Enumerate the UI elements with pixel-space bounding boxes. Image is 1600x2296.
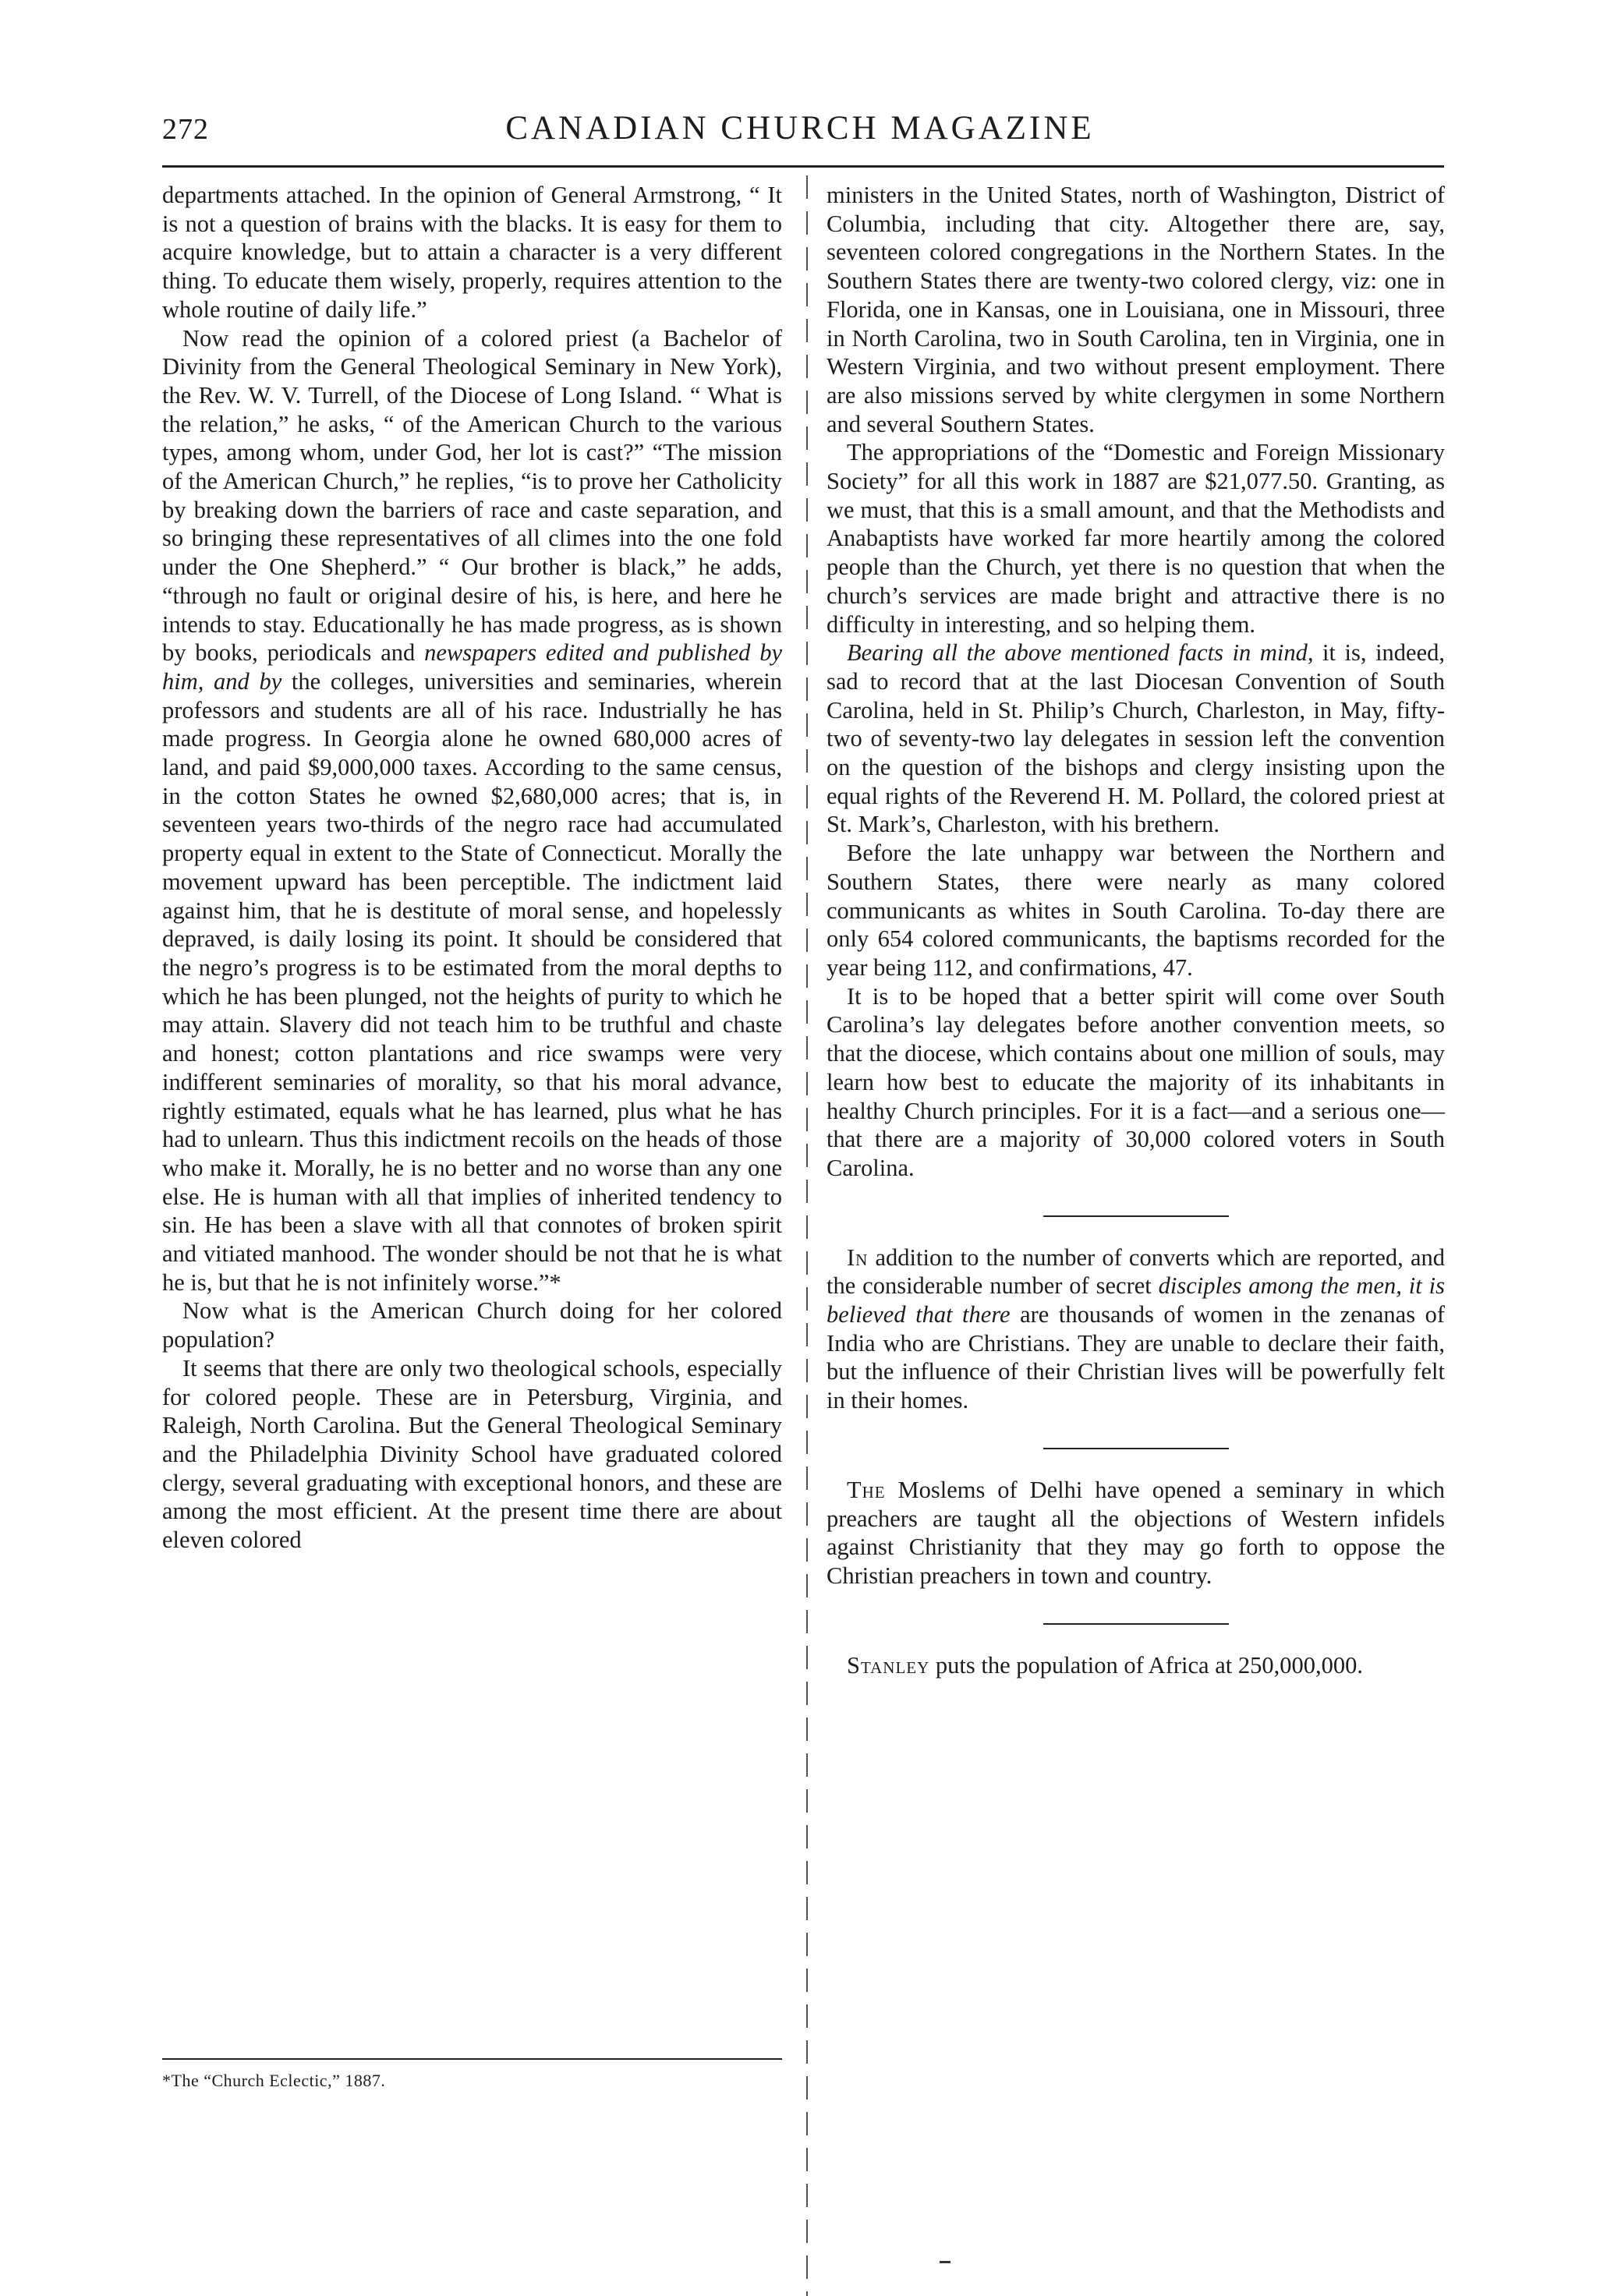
paragraph: Before the late unhappy war between the Northern and Southern States, there were nearly as many colored communicants as whites in South Carolina. To-day there are only 654 colored communicants, the baptisms recorded for the year being 112, and confirmations, 47.: [827, 840, 1445, 981]
page-number: 272: [162, 113, 209, 146]
paragraph: The appropriations of the “Domestic and Foreign Missionary Society” for all this work in 1887 are $21,077.50. Granting, as we must, that this is a small amount, and that the Methodists and Anabaptists have worked far more heartily among the colored people than the Church, yet there is no question that when the church’s services are made bright and attractive there is no difficulty in interesting, and so helping them.: [827, 439, 1445, 638]
section-divider: [1043, 1448, 1229, 1449]
running-title: CANADIAN CHURCH MAGAZINE: [505, 110, 1095, 147]
text-span: are thousands of women in the zenanas of India who are Christians. They are unable to declare their faith, but the influence of their Christian lives will be powerfully felt in their homes.: [827, 1301, 1445, 1414]
paragraph: [162, 324, 782, 1297]
lead-word: In: [847, 1244, 869, 1271]
header-rule: [162, 165, 1444, 168]
text-span: Now read the opinion of a colored priest (a Bachelor of Divinity from the General Theological Seminary in New York), the Rev. W. V. Turrell, of the Diocese of Long Island. “ What is the relation,” he asks, “ of the American Church to the various types, among whom, under God, her lot is cast?” “The mission of the American Church,” he replies, “is to prove her Catholicity by breaking down the barriers of race and caste separation, and so bringing these representatives of all climes into the one fold under the One Shepherd.” “ Our brother is black,” he adds, “through no fault or original desire of his, is here, and here he intends to stay. Educationally he has made progress, as is shown by books, periodicals and: [162, 324, 782, 667]
text-span: the colleges, universities and seminaries, wherein professors and students are all of his race. Industrially he has made progress. In Georgia alone he owned 680,000 acres of land, and paid $9,000,000 taxes. According to the same census, in the cotton States he owned $2,680,000 acres; that is, in seventeen years two-thirds of the negro race had accumulated property equal in extent to the State of Connecticut. Morally the movement upward has been perceptible. The indictment laid against him, that he is destitute of moral sense, and hopelessly depraved, is daily losing its point. It should be considered that the negro’s progress is to be estimated from the moral depths to which he has been plunged, not the heights of purity to which he may attain. Slavery did not teach him to be truthful and chaste and honest; cotton plantations and rice swamps were very indifferent seminaries of morality, so that his moral advance, rightly estimated, equals what he has learned, plus what he has had to unlearn. Thus this indictment recoils on the heads of those who make it. Morally, he is no better and no worse than any one else. He is human with all that implies of inherited tendency to sin. He has been a slave with all that connotes of broken spirit and vitiated manhood. The wonder should be not that he is what he is, but that he is not infinitely worse.”*: [162, 667, 782, 1296]
paragraph: ministers in the United States, north of Washington, District of Columbia, including that city. Altogether there are, say, seventeen colored congregations in the Northern States. In the Southern States there are twenty-two colored clergy, viz: one in Florida, one in Kansas, one in Louisiana, one in Missouri, three in North Carolina, two in South Carolina, ten in Virginia, one in Western Virginia, and two without present employment. There are also missions served by white clergymen in some Northern and several Southern States.: [827, 182, 1445, 437]
text-span: addition to the number of converts which are reported, and the considerable number of secret: [827, 1244, 1446, 1300]
lead-word: Stanley: [847, 1651, 930, 1679]
text-span: it is, indeed, sad to record that at the last Diocesan Convention of South Carolina, held in St. Philip’s Church, Charleston, in May, fifty-two of seventy-two lay delegates in session left the convention on the question of the bishops and clergy insisting upon the equal rights of the Reverend H. M. Pollard, the colored priest at St. Mark’s, Charleston, with his brethern.: [827, 639, 1446, 838]
paragraph: [827, 639, 1445, 839]
column-divider: [806, 175, 808, 2296]
paragraph: It seems that there are only two theological schools, especially for colored people. These are in Petersburg, Virginia, and Raleigh, North Carolina. But the General Theological Seminary and the Philadelphia Divinity School have graduated colored clergy, several graduating with exceptional honors, and these are among the most efficient. At the present time there are about eleven colored: [162, 1354, 782, 1554]
italic-text: Bearing all the above mentioned facts in mind,: [847, 639, 1314, 667]
section-divider: [1043, 1215, 1229, 1217]
left-column: [162, 181, 782, 1555]
italic-text: disciples among the men, it is believed that there: [827, 1272, 1445, 1328]
news-note: [827, 1651, 1445, 1680]
print-mark: [940, 2261, 950, 2263]
italic-text: newspapers edited and published by him, and by: [162, 639, 782, 695]
lead-word: The: [847, 1476, 886, 1503]
text-span: puts the population of Africa at 250,000,000.: [935, 1651, 1363, 1679]
paragraph: Now what is the American Church doing for her colored population?: [162, 1297, 782, 1353]
news-note: [827, 1244, 1445, 1415]
paragraph: It is to be hoped that a better spirit will come over South Carolina’s lay delegates before another convention meets, so that the diocese, which contains about one million of souls, may learn how best to educate the majority of its inhabitants in healthy Church principles. For it is a fact—and a serious one—that there are a majority of 30,000 colored voters in South Carolina.: [827, 982, 1445, 1181]
section-divider: [1043, 1623, 1229, 1625]
footnote: *The “Church Eclectic,” 1887.: [162, 2071, 386, 2090]
text-span: Moslems of Delhi have opened a seminary in which preachers are taught all the objections of Western infidels against Christianity that they may go forth to oppose the Christian preachers in town and country.: [827, 1476, 1445, 1589]
news-note: [827, 1476, 1445, 1590]
paragraph: departments attached. In the opinion of General Armstrong, “ It is not a question of brains with the blacks. It is easy for them to acquire knowledge, but to attain a character is a very different thing. To educate them wisely, properly, requires attention to the whole routine of daily life.”: [162, 182, 782, 323]
right-column: [827, 181, 1445, 1679]
footnote-rule: [162, 2058, 782, 2060]
page-header: [154, 108, 1446, 162]
